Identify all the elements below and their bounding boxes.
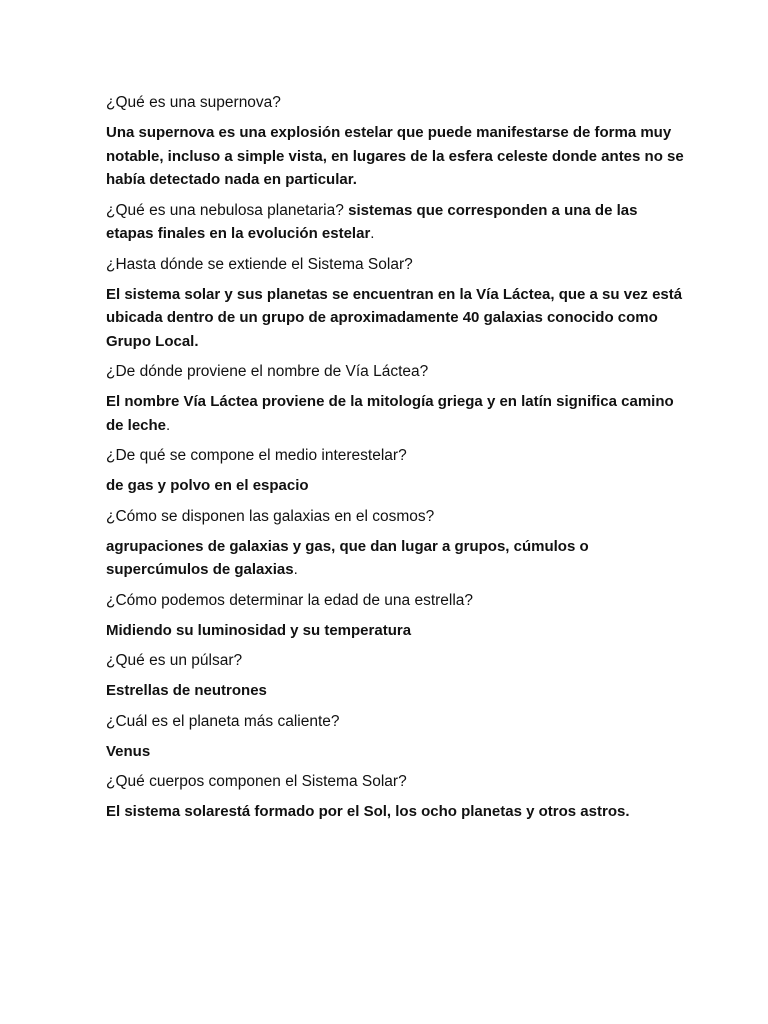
answer-via-lactea-line [106,390,686,437]
answer-via-lactea-tail: . [166,416,171,434]
answer-via-lactea: El nombre Vía Láctea proviene de la mitología griega y en latín significa camino de leche [106,393,674,434]
answer-planeta-caliente: Venus [106,742,151,760]
answer-edad-estrella: Midiendo su luminosidad y su temperatura [106,621,412,639]
answer-nebulosa: sistemas que corresponden a una de las etapas finales en la evolución estelar [106,201,638,242]
answer-sistema-solar-extension: El sistema solar y sus planetas se encuentran en la Vía Láctea, que a su vez está ubicada dentro de un grupo de aproximadamente 40 galaxias conocido como Grupo Local. [106,285,683,350]
answer-galaxias-cosmos: agrupaciones de galaxias y gas, que dan lugar a grupos, cúmulos o supercúmulos de galaxias [106,537,589,578]
answer-supernova: Una supernova es una explosión estelar que puede manifestarse de forma muy notable, incluso a simple vista, en lugares de la esfera celeste donde antes no se había detectado nada en particular. [106,124,684,188]
question-planeta-caliente: ¿Cuál es el planeta más caliente? [106,712,340,730]
question-sistema-solar-extension: ¿Hasta dónde se extiende el Sistema Solar? [106,255,413,273]
question-supernova: ¿Qué es una supernova? [106,94,281,111]
question-cuerpos-sistema-solar: ¿Qué cuerpos componen el Sistema Solar? [106,773,407,790]
question-pulsar: ¿Qué es un púlsar? [106,652,243,669]
answer-galaxias-cosmos-tail: . [293,561,298,578]
answer-galaxias-cosmos-line [106,535,686,582]
question-edad-estrella: ¿Cómo podemos determinar la edad de una estrella? [106,591,474,609]
qa-nebulosa-line [106,199,686,246]
answer-pulsar: Estrellas de neutrones [106,682,267,699]
question-galaxias-cosmos: ¿Cómo se disponen las galaxias en el cosmos? [106,507,435,525]
document-body [106,91,686,831]
answer-nebulosa-tail: . [370,225,375,242]
question-nebulosa: ¿Qué es una nebulosa planetaria? [106,201,349,219]
answer-cuerpos-sistema-solar: El sistema solarestá formado por el Sol, los ocho planetas y otros astros. [106,803,630,820]
answer-medio-interestelar: de gas y polvo en el espacio [106,477,309,494]
question-medio-interestelar: ¿De qué se compone el medio interestelar? [106,447,407,464]
question-via-lactea: ¿De dónde proviene el nombre de Vía Láctea? [106,363,429,380]
